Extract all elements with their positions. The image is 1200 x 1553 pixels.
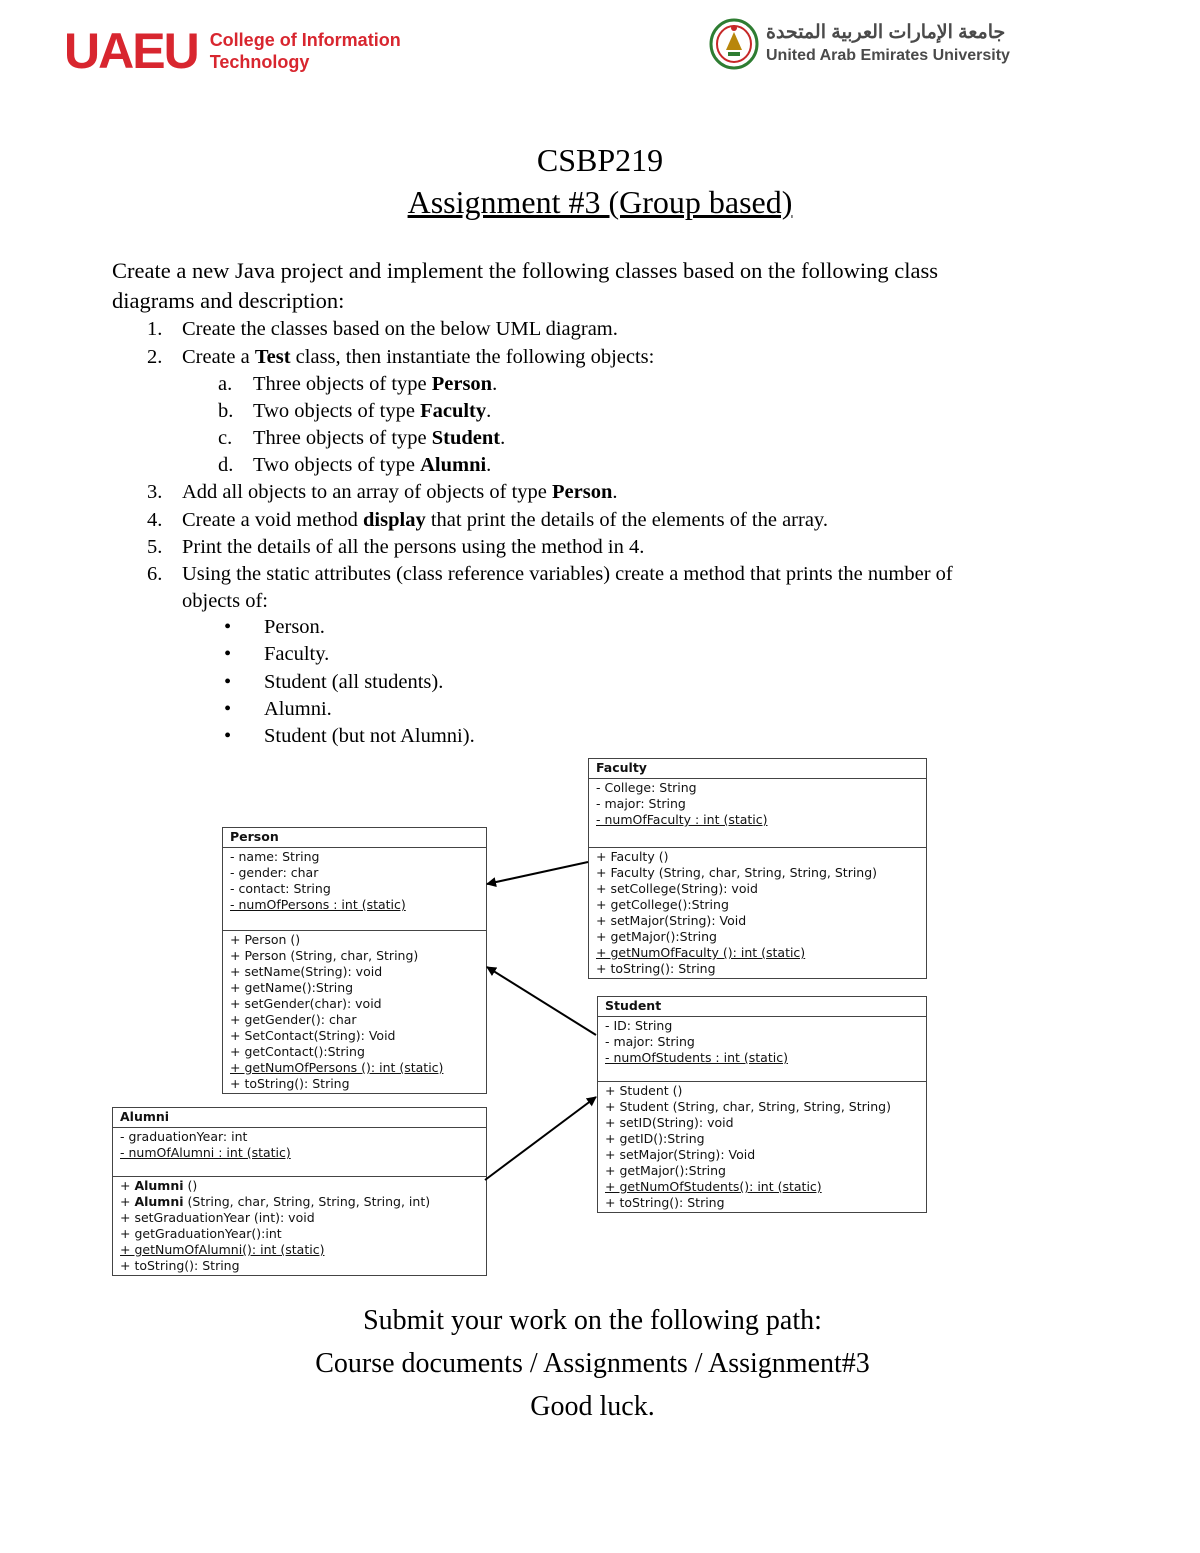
- uml-method: + getGraduationYear():int: [120, 1226, 282, 1241]
- uml-method: + Student (String, char, String, String, String): [605, 1099, 891, 1114]
- sub-item-a: Three objects of type Person.: [253, 373, 498, 395]
- uml-method: + Student (): [605, 1083, 683, 1098]
- university-name-arabic: جامعة الإمارات العربية المتحدة: [766, 22, 1006, 43]
- bullet-icon: •: [224, 671, 232, 693]
- uml-method: + Alumni (String, char, String, String, String, int): [120, 1194, 431, 1209]
- uml-method: + Person (String, char, String): [230, 948, 419, 963]
- uml-method: + Faculty (String, char, String, String, String): [596, 865, 878, 880]
- step-2: Create a Test class, then instantiate the following objects:: [182, 346, 655, 368]
- college-line-1: College of Information: [209, 30, 401, 50]
- uml-method: + getNumOfAlumni(): int (static): [120, 1242, 325, 1257]
- uml-attribute: - numOfFaculty : int (static): [596, 812, 768, 827]
- step-1: Create the classes based on the below UML diagram.: [182, 318, 618, 340]
- sub-item-letter: b.: [218, 400, 234, 422]
- step-number: 2.: [147, 346, 163, 368]
- uml-method: + toString(): String: [230, 1076, 350, 1091]
- uml-method: + setID(String): void: [605, 1115, 734, 1130]
- uml-method: + setCollege(String): void: [596, 881, 758, 896]
- intro-line-1: Create a new Java project and implement the following classes based on the following class: [112, 258, 939, 283]
- sub-item-b: Two objects of type Faculty.: [253, 400, 492, 422]
- uml-method: + Alumni (): [120, 1178, 198, 1193]
- uml-method: + getCollege():String: [596, 897, 729, 912]
- uml-method: + setMajor(String): Void: [596, 913, 747, 928]
- uml-method: + setName(String): void: [230, 964, 383, 979]
- step-number: 6.: [147, 563, 163, 585]
- uml-method: + toString(): String: [605, 1195, 725, 1210]
- bullet-icon: •: [224, 616, 232, 638]
- uml-method: + setGraduationYear (int): void: [120, 1210, 315, 1225]
- step-number: 4.: [147, 509, 163, 531]
- bullet-item: Student (but not Alumni).: [264, 725, 475, 747]
- step-number: 5.: [147, 536, 163, 558]
- sub-item-letter: c.: [218, 427, 233, 449]
- uml-attribute: - major: String: [596, 796, 686, 811]
- step-5: Print the details of all the persons using the method in 4.: [182, 536, 645, 558]
- uml-class-person: [222, 827, 487, 1094]
- uml-method: + SetContact(String): Void: [230, 1028, 396, 1043]
- step-4: Create a void method display that print the details of the elements of the array.: [182, 509, 828, 531]
- uml-attribute: - name: String: [230, 849, 320, 864]
- university-name-english: United Arab Emirates University: [766, 47, 1010, 64]
- footer-line-1: Submit your work on the following path:: [363, 1305, 822, 1336]
- uml-method: + getMajor():String: [596, 929, 717, 944]
- bullet-item: Faculty.: [264, 643, 330, 665]
- uml-method: + getContact():String: [230, 1044, 365, 1059]
- uml-class-faculty: [588, 758, 927, 979]
- step-number: 3.: [147, 481, 163, 503]
- uaeu-logo: [64, 23, 401, 79]
- uml-method: + getName():String: [230, 980, 354, 995]
- uml-attribute: - contact: String: [230, 881, 331, 896]
- arrow-alumni-to-student: [485, 1097, 596, 1180]
- sub-item-letter: a.: [218, 373, 233, 395]
- step-number: 1.: [147, 318, 163, 340]
- uml-attribute: - numOfAlumni : int (static): [120, 1145, 291, 1160]
- uaeu-wordmark: UAEU: [64, 23, 198, 79]
- course-code: CSBP219: [536, 142, 664, 178]
- uml-method: + setMajor(String): Void: [605, 1147, 756, 1162]
- sub-item-d: Two objects of type Alumni.: [253, 454, 492, 476]
- uml-method: + Faculty (): [596, 849, 669, 864]
- footer-line-3: Good luck.: [530, 1391, 655, 1422]
- bullet-icon: •: [224, 698, 232, 720]
- university-seal-icon: [708, 16, 760, 70]
- uml-attribute: - graduationYear: int: [120, 1129, 248, 1144]
- bullet-icon: •: [224, 643, 232, 665]
- uml-class-name: Student: [598, 997, 926, 1017]
- uml-attribute: - ID: String: [605, 1018, 673, 1033]
- uml-method: + toString(): String: [596, 961, 716, 976]
- uml-attribute: - College: String: [596, 780, 697, 795]
- uml-method: + getNumOfPersons (): int (static): [230, 1060, 444, 1075]
- step-3: Add all objects to an array of objects of type Person.: [182, 481, 618, 503]
- uml-class-name: Alumni: [113, 1108, 486, 1128]
- uml-method: + getGender(): char: [230, 1012, 357, 1027]
- uml-method: + toString(): String: [120, 1258, 240, 1273]
- sub-item-c: Three objects of type Student.: [253, 427, 506, 449]
- uml-class-student: [597, 996, 927, 1213]
- uml-method: + getNumOfFaculty (): int (static): [596, 945, 806, 960]
- bullet-icon: •: [224, 725, 232, 747]
- uml-attribute: - numOfStudents : int (static): [605, 1050, 788, 1065]
- uml-attribute: - major: String: [605, 1034, 695, 1049]
- footer-line-2: Course documents / Assignments / Assignment#3: [315, 1348, 870, 1379]
- step-6-line-2: objects of:: [182, 590, 268, 612]
- step-6-line-1: Using the static attributes (class reference variables) create a method that prints the number of: [182, 563, 953, 585]
- sub-item-letter: d.: [218, 454, 234, 476]
- bullet-item: Alumni.: [264, 698, 332, 720]
- college-name: [210, 29, 401, 73]
- uml-method: + getNumOfStudents(): int (static): [605, 1179, 822, 1194]
- college-line-2: Technology: [209, 52, 310, 72]
- university-logo: [708, 16, 1010, 70]
- uml-class-name: Person: [223, 828, 486, 848]
- uml-method: + setGender(char): void: [230, 996, 382, 1011]
- intro-line-2: diagrams and description:: [112, 288, 345, 313]
- arrow-student-to-person: [487, 967, 596, 1035]
- uml-method: + Person (): [230, 932, 301, 947]
- assignment-title: Assignment #3 (Group based): [407, 184, 793, 220]
- uml-class-name: Faculty: [589, 759, 926, 779]
- bullet-item: Student (all students).: [264, 671, 444, 693]
- bullet-item: Person.: [264, 616, 325, 638]
- uml-attribute: - gender: char: [230, 865, 319, 880]
- uml-class-alumni: [112, 1107, 487, 1276]
- uml-method: + getMajor():String: [605, 1163, 726, 1178]
- arrow-faculty-to-person: [487, 862, 588, 884]
- uml-attribute: - numOfPersons : int (static): [230, 897, 406, 912]
- uml-method: + getID():String: [605, 1131, 705, 1146]
